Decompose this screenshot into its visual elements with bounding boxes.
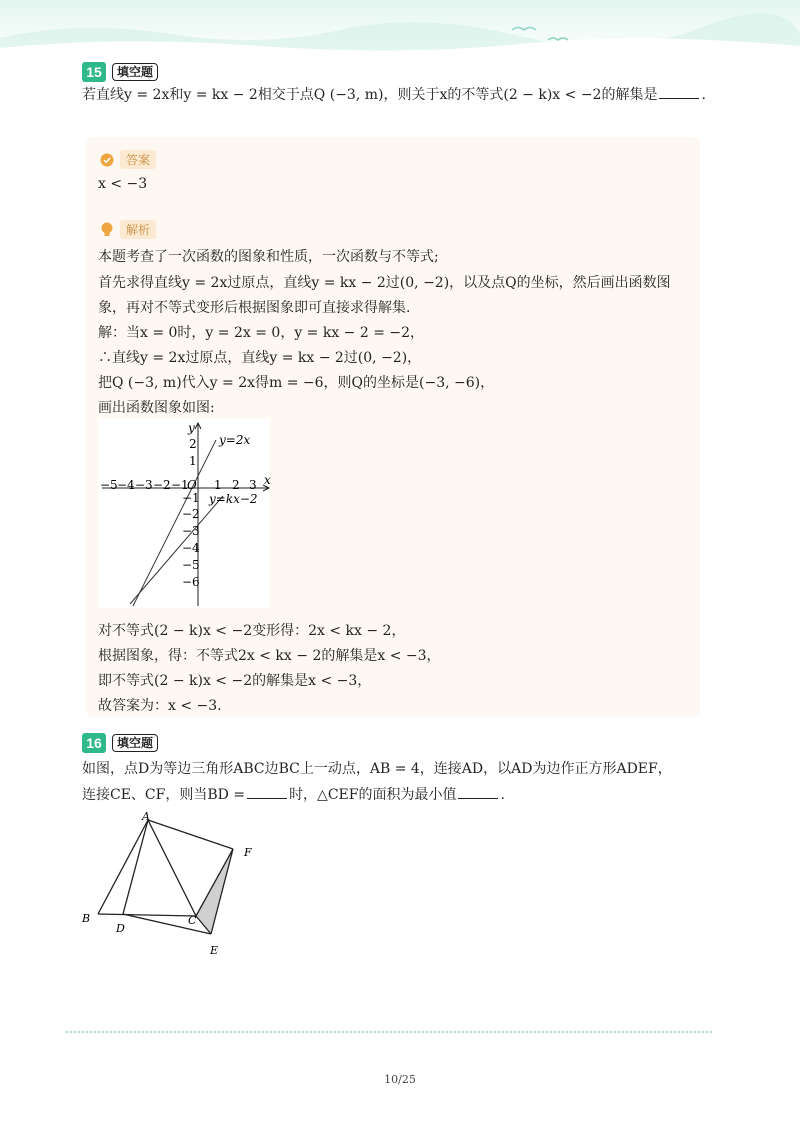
q16-line2 <box>82 784 505 804</box>
y-tick: −4 <box>182 541 200 555</box>
q16-number: 16 <box>82 733 106 753</box>
q16-line2-end: . <box>500 787 505 803</box>
q15-answer-blank <box>659 86 699 99</box>
q15-question-text: 若直线y = 2x和y = kx − 2相交于点Q (−3, m)，则关于x的不等式(2 − k)x < −2的解集是 <box>82 87 658 103</box>
x-axis-label: x <box>264 473 271 487</box>
page-number: 10/25 <box>384 1073 416 1086</box>
analysis-line: 本题考查了一次函数的图象和性质，一次函数与不等式; <box>98 249 439 265</box>
q15-number: 15 <box>82 62 106 82</box>
analysis-line: 故答案为：x < −3. <box>98 698 222 714</box>
point-c-label: C <box>188 914 197 927</box>
x-tick: −2 <box>153 478 171 492</box>
x-tick: −5 <box>100 478 118 492</box>
y-tick: −6 <box>182 575 200 589</box>
y-tick: −1 <box>182 491 200 505</box>
line1-label: y=2x <box>219 433 251 447</box>
analysis-tag <box>100 220 156 239</box>
analysis-line: 对不等式(2 − k)x < −2变形得：2x < kx − 2， <box>98 623 406 639</box>
q15-answer: x < −3 <box>98 176 148 192</box>
q16-line1: 如图，点D为等边三角形ABC边BC上一动点，AB = 4，连接AD，以AD为边作正方形ADEF， <box>82 761 672 777</box>
answer-label: 答案 <box>120 150 156 169</box>
point-d-label: D <box>116 922 125 935</box>
q15-header <box>82 62 158 82</box>
q15-question <box>82 84 706 104</box>
analysis-line: 根据图象，得：不等式2x < kx − 2的解集是x < −3， <box>98 648 441 664</box>
q15-type: 填空题 <box>112 63 158 81</box>
analysis-line: 首先求得直线y = 2x过原点，直线y = kx − 2过(0, −2)，以及点Q的坐标，然后画出函数图 <box>98 275 671 291</box>
analysis-line: 即不等式(2 − k)x < −2的解集是x < −3， <box>98 673 372 689</box>
x-tick: 1 <box>214 478 222 492</box>
x-tick: −3 <box>135 478 153 492</box>
q16-line2-part2: 时，△CEF的面积为最小值 <box>289 787 457 803</box>
origin-label: O <box>187 478 197 492</box>
line2-label: y=kx−2 <box>209 492 258 506</box>
analysis-line: 把Q (−3, m)代入y = 2x得m = −6，则Q的坐标是(−3, −6)， <box>98 375 495 391</box>
y-tick: 1 <box>189 454 197 468</box>
x-tick: −1 <box>171 478 189 492</box>
q16-header <box>82 733 158 753</box>
analysis-line: 象，再对不等式变形后根据图象即可直接求得解集. <box>98 300 411 316</box>
x-tick: −4 <box>117 478 135 492</box>
header-decoration <box>0 0 800 60</box>
y-axis-label: y <box>188 421 195 435</box>
y-tick: −5 <box>182 558 200 572</box>
point-b-label: B <box>82 912 91 925</box>
lightbulb-icon <box>100 222 114 238</box>
geometry-figure <box>78 806 268 966</box>
q16-blank-bd <box>247 786 287 799</box>
y-tick: 2 <box>189 437 197 451</box>
x-tick: 3 <box>249 478 257 492</box>
answer-tag <box>100 150 156 169</box>
q16-type: 填空题 <box>112 734 158 752</box>
analysis-line: 解：当x = 0时，y = 2x = 0，y = kx − 2 = −2， <box>98 325 425 341</box>
check-icon <box>100 153 114 167</box>
function-graph <box>98 418 270 608</box>
point-e-label: E <box>210 944 219 957</box>
point-f-label: F <box>244 846 252 859</box>
point-a-label: A <box>142 810 150 823</box>
q16-blank-area <box>458 786 498 799</box>
q15-question-end: . <box>701 87 706 103</box>
footer-divider <box>66 1031 712 1033</box>
y-tick: −2 <box>182 507 200 521</box>
analysis-line: 画出函数图象如图: <box>98 400 215 416</box>
y-tick: −3 <box>182 524 200 538</box>
q16-line2-part1: 连接CE、CF，则当BD = <box>82 787 246 803</box>
x-tick: 2 <box>232 478 240 492</box>
analysis-label: 解析 <box>120 220 156 239</box>
analysis-line: ∴直线y = 2x过原点，直线y = kx − 2过(0, −2)， <box>98 350 422 366</box>
